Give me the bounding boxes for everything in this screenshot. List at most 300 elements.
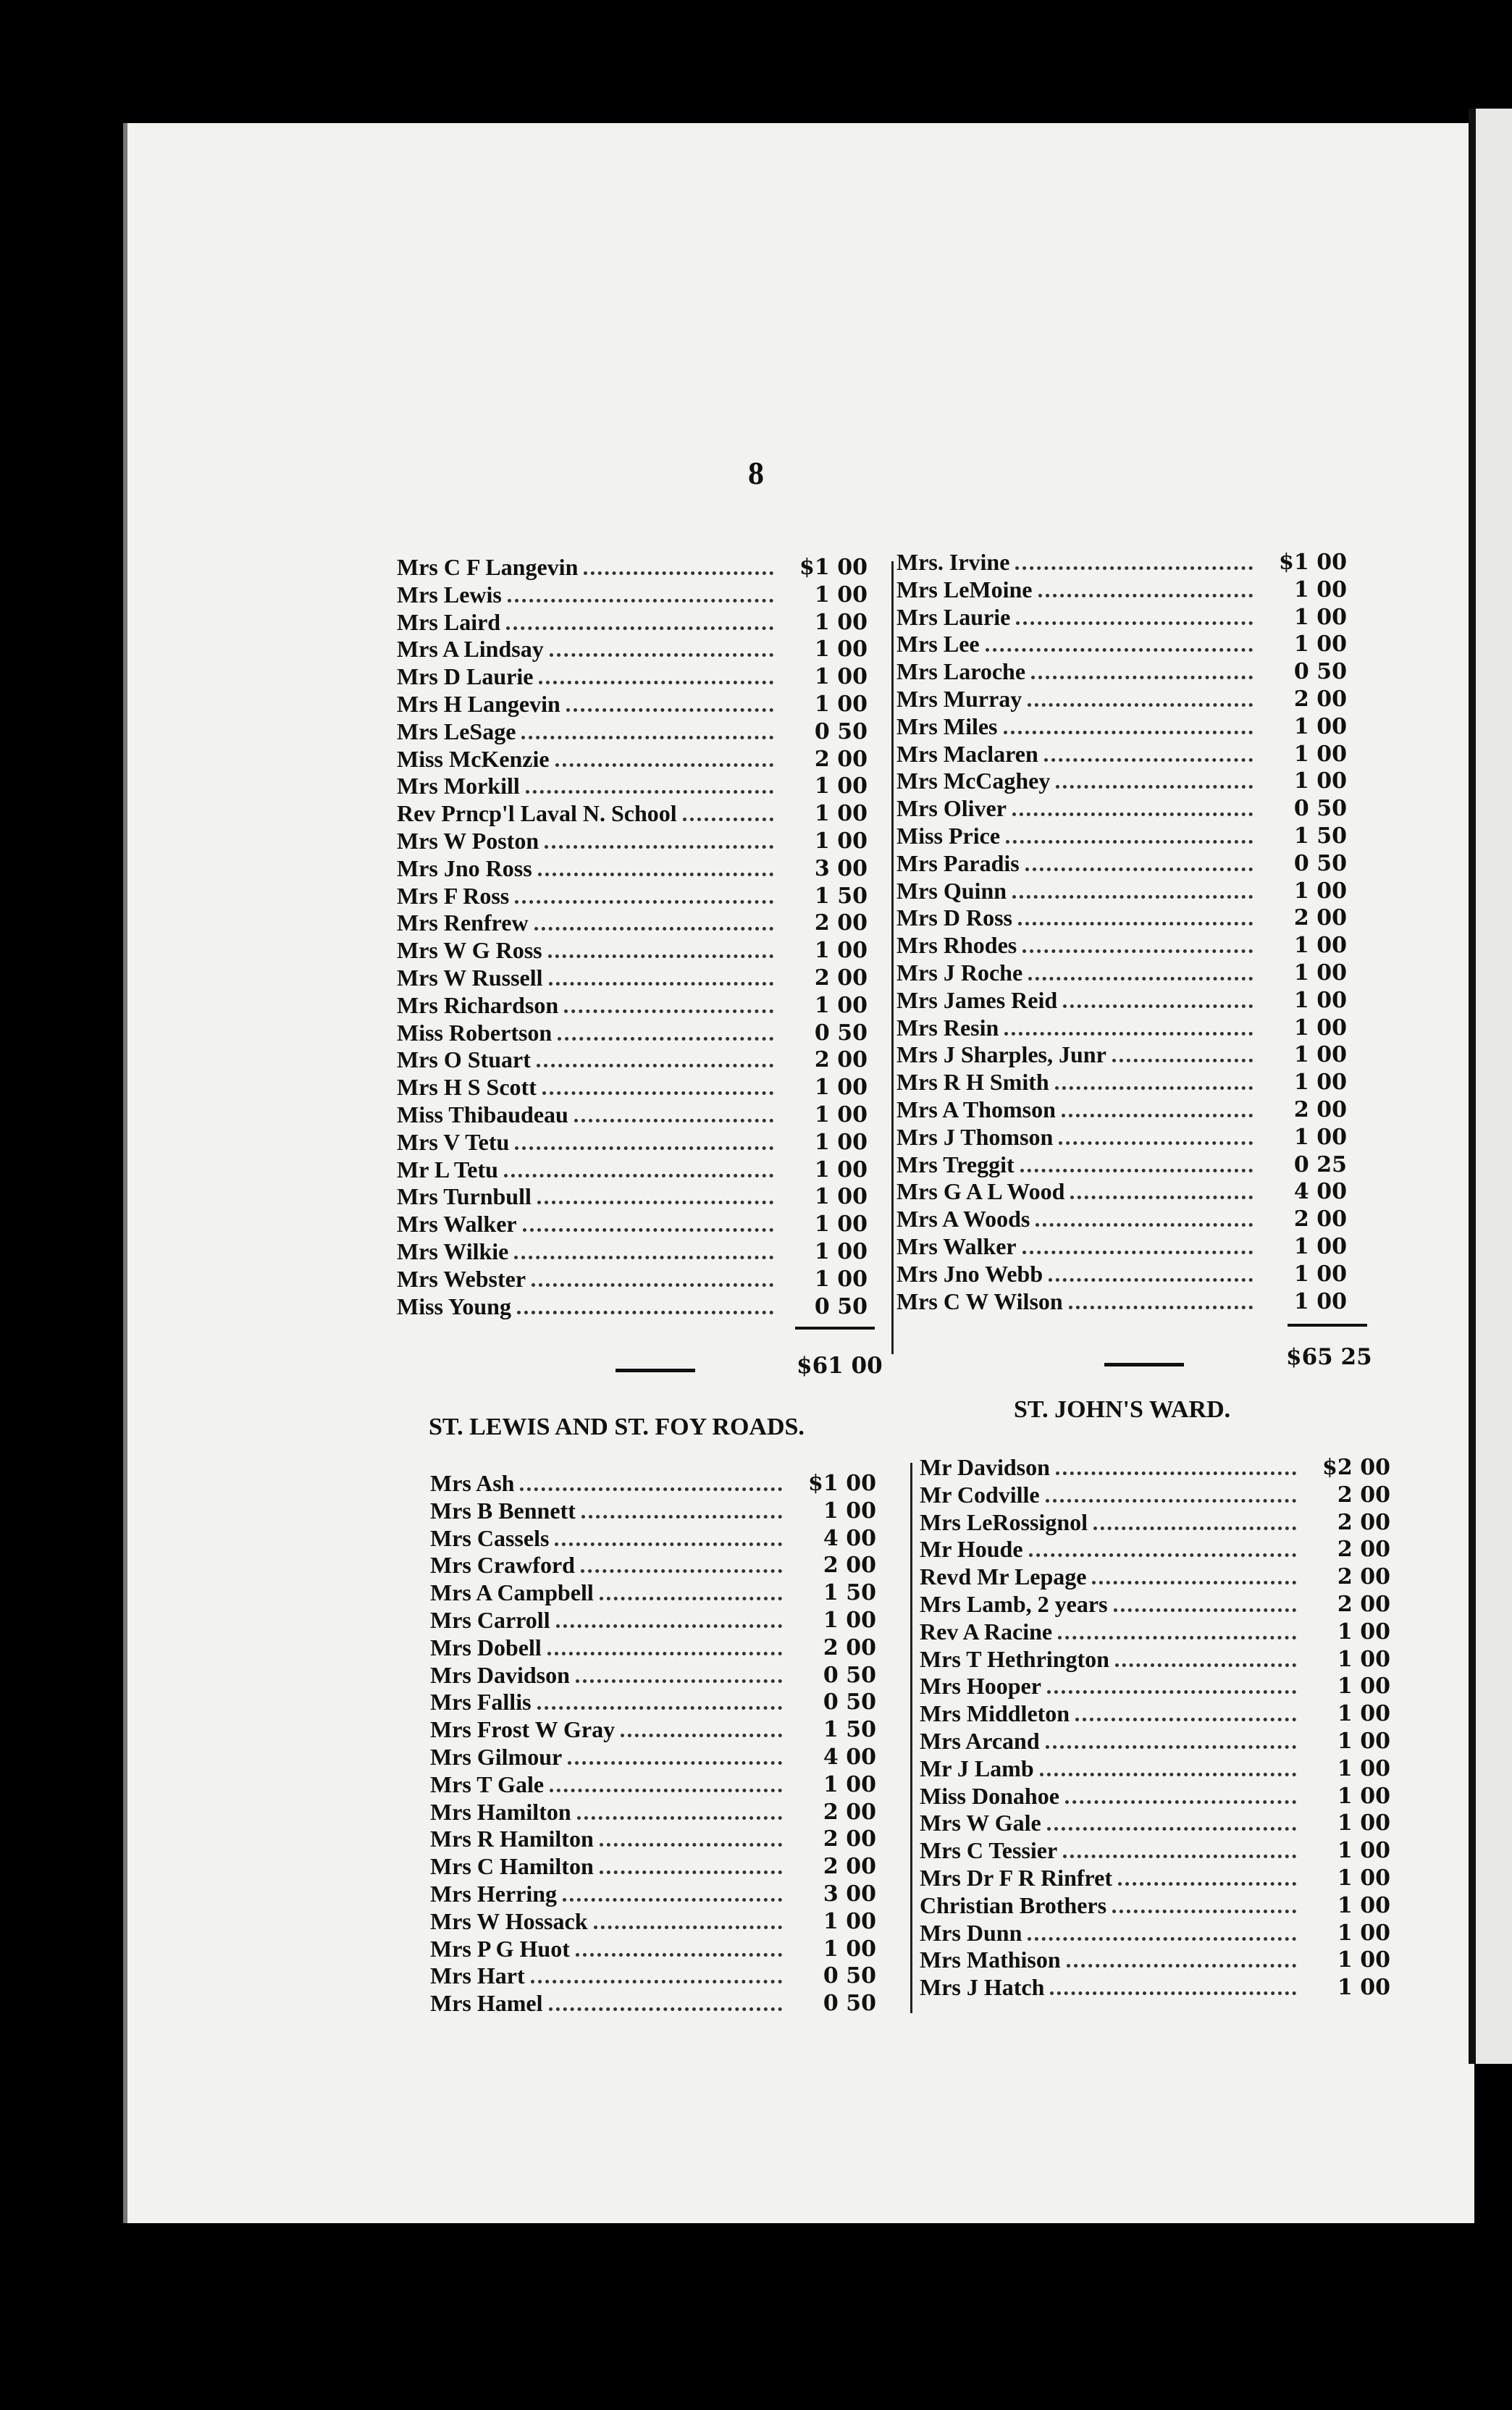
leader-dots (558, 1037, 773, 1041)
subscriber-name: Mrs Mathison (920, 1947, 1061, 1973)
list-item (896, 1288, 1347, 1316)
subscriber-name: Mrs Laird (397, 608, 501, 635)
leader-dots (537, 1201, 773, 1204)
subscriber-name: Mrs H Langevin (397, 690, 560, 717)
list-item (920, 1454, 1390, 1482)
list-item (896, 631, 1347, 658)
column-divider-bottom (910, 1463, 912, 2013)
subscription-amount: 1 00 (1337, 1947, 1390, 1973)
subscription-amount: 1 00 (814, 1184, 868, 1210)
subscriber-name: Mrs B Bennett (430, 1497, 576, 1524)
list-item (896, 1041, 1347, 1069)
list-item (397, 773, 868, 800)
subscription-amount: 2 00 (1293, 1096, 1347, 1122)
subscription-amount: 0 50 (823, 1662, 876, 1688)
subscriber-name: Miss Thibaudeau (397, 1101, 568, 1128)
subscriber-name: Mrs Turnbull (397, 1183, 532, 1210)
subscriber-name: Mrs Rhodes (896, 932, 1017, 959)
list-item (896, 987, 1347, 1015)
list-item (920, 1673, 1390, 1700)
list-item (430, 1498, 876, 1525)
list-item (896, 1069, 1347, 1096)
leader-dots (1029, 1553, 1296, 1557)
subscriber-name: Mrs Walker (397, 1211, 517, 1238)
subscriber-name: Mrs Hamel (430, 1990, 543, 2017)
leader-dots (584, 571, 773, 575)
subscriber-name: Mrs T Hethrington (920, 1645, 1109, 1672)
list-item (920, 1974, 1390, 2002)
subscription-amount: 0 50 (814, 1020, 868, 1046)
subscription-amount: 2 00 (1337, 1591, 1390, 1617)
leader-dots (1036, 1223, 1253, 1227)
next-page-edge (1469, 109, 1512, 2064)
list-item (896, 768, 1347, 795)
list-item (430, 1662, 876, 1689)
subscriber-name: Mrs J Sharples, Junr (896, 1041, 1106, 1068)
leader-dots (508, 599, 773, 602)
total-right: $65 25 (1286, 1344, 1372, 1370)
subscription-amount: $1 00 (1279, 550, 1347, 575)
subscriber-name: Mr Davidson (920, 1454, 1050, 1480)
subscriber-name: Mrs Renfrew (397, 910, 529, 936)
leader-dots (521, 736, 773, 739)
leader-dots (577, 1816, 782, 1820)
subscription-amount: $2 00 (1322, 1455, 1390, 1480)
list-item (920, 1591, 1390, 1618)
leader-dots (539, 681, 773, 684)
subscriber-name: Mrs Laurie (896, 603, 1011, 630)
subscriber-name: Mrs C Tessier (920, 1837, 1058, 1864)
page-number: 8 (748, 455, 764, 491)
subscriber-name: Mrs Lamb, 2 years (920, 1590, 1108, 1617)
list-item (430, 1579, 876, 1607)
subscriber-name: Mrs H S Scott (397, 1074, 537, 1101)
subscription-amount: 1 00 (1293, 713, 1347, 739)
leader-dots (1112, 1059, 1253, 1062)
subscriber-name: Mr Codville (920, 1481, 1040, 1508)
list-item (397, 1266, 868, 1293)
subscription-amount: 2 00 (1337, 1537, 1390, 1563)
subscriber-name: Rev Prncp'l Laval N. School (397, 800, 677, 827)
subscriber-name: Mrs Ash (430, 1470, 515, 1496)
subscription-amount: 1 00 (814, 691, 868, 717)
subscription-amount: 0 50 (1293, 850, 1347, 876)
subscriber-name: Mrs Webster (397, 1265, 526, 1292)
leader-dots (594, 1926, 782, 1929)
leader-dots (1075, 1718, 1296, 1721)
subscriber-name: Mrs Jno Webb (896, 1260, 1043, 1287)
list-item (920, 1755, 1390, 1783)
leader-dots (531, 1980, 782, 1983)
leader-dots (545, 845, 773, 849)
list-item (896, 713, 1347, 741)
leader-dots (549, 2007, 782, 2011)
subscriber-name: Mrs Arcand (920, 1727, 1040, 1754)
subscription-amount: 2 00 (823, 1634, 876, 1660)
leader-dots (555, 1542, 782, 1546)
subscriber-name: Mrs D Ross (896, 904, 1012, 931)
total-left: $61 00 (797, 1353, 883, 1379)
leader-dots (1004, 1032, 1253, 1036)
subscriber-name: Mrs Jno Ross (397, 855, 532, 881)
list-item (430, 1826, 876, 1853)
list-item (896, 1178, 1347, 1206)
subscription-amount: 2 00 (823, 1826, 876, 1852)
list-item (397, 1156, 868, 1184)
leader-dots (1046, 1499, 1296, 1503)
subscription-amount: 3 00 (814, 855, 868, 881)
leader-dots (1114, 1608, 1296, 1612)
leader-dots (1016, 621, 1253, 625)
subscriber-name: Mrs R H Smith (896, 1069, 1049, 1096)
list-item (397, 1238, 868, 1266)
subscription-amount: 1 00 (1337, 1755, 1390, 1781)
leader-dots (537, 1064, 773, 1067)
subscription-amount: 2 00 (1337, 1564, 1390, 1590)
leader-dots (1056, 1471, 1296, 1475)
list-item (896, 576, 1347, 604)
leader-dots (1022, 1251, 1253, 1254)
leader-dots (1065, 1800, 1296, 1804)
leader-dots (1047, 1827, 1296, 1831)
list-item (397, 992, 868, 1020)
leader-dots (549, 982, 773, 986)
list-item (397, 800, 868, 828)
subscriber-name: Christian Brothers (920, 1892, 1107, 1918)
list-item (397, 937, 868, 965)
leader-dots (538, 873, 773, 876)
list-item (430, 1799, 876, 1826)
list-item (896, 1261, 1347, 1288)
subscription-list-left-top (397, 554, 868, 1320)
subscriber-name: Mrs J Roche (896, 959, 1023, 986)
subscription-amount: 1 00 (1293, 1042, 1347, 1068)
leader-dots (621, 1734, 782, 1737)
subscription-amount: 1 00 (1293, 1261, 1347, 1287)
subscriber-name: Mr L Tetu (397, 1156, 498, 1183)
leader-dots (1058, 1636, 1296, 1639)
list-item (397, 1211, 868, 1238)
subscription-amount: 2 00 (814, 910, 868, 936)
list-item (397, 746, 868, 773)
leader-dots (1063, 1855, 1296, 1858)
subscriber-name: Mrs Crawford (430, 1552, 575, 1579)
subscription-amount: 1 00 (823, 1936, 876, 1962)
subscription-amount: 1 00 (1337, 1783, 1390, 1809)
subscription-amount: 2 00 (1293, 905, 1347, 931)
subscription-amount: 1 00 (1293, 1288, 1347, 1314)
leader-dots (576, 1679, 782, 1683)
subscription-amount: 1 00 (1337, 1646, 1390, 1672)
leader-dots (986, 648, 1253, 652)
leader-dots (1020, 1169, 1253, 1172)
list-item (896, 658, 1347, 686)
subscriber-name: Mrs Lee (896, 631, 980, 658)
subscriber-name: Mrs Middleton (920, 1700, 1070, 1727)
list-item (896, 1124, 1347, 1151)
subscription-amount: 1 00 (814, 664, 868, 690)
subscription-amount: 3 00 (823, 1881, 876, 1907)
subscription-amount: 1 00 (1293, 768, 1347, 794)
list-item (920, 1509, 1390, 1537)
leader-dots (1112, 1910, 1296, 1913)
leader-dots (550, 1789, 782, 1792)
subscription-amount: 1 00 (1293, 604, 1347, 630)
subscription-amount: 1 00 (1337, 1728, 1390, 1754)
subscription-amount: 1 00 (814, 1156, 868, 1183)
subscriber-name: Mrs Hart (430, 1962, 525, 1989)
list-item (397, 883, 868, 910)
list-item (397, 581, 868, 609)
leader-dots (1012, 813, 1253, 816)
subscription-amount: 1 00 (1337, 1838, 1390, 1864)
total-rule-left (795, 1327, 875, 1330)
list-item (920, 1646, 1390, 1674)
list-item (896, 1015, 1347, 1042)
subscription-amount: 1 00 (814, 1238, 868, 1264)
list-item (397, 828, 868, 855)
list-item (397, 1101, 868, 1129)
leader-dots (1046, 1745, 1296, 1749)
subscriber-name: Miss Robertson (397, 1019, 553, 1046)
leader-dots (1050, 1991, 1296, 1995)
list-item (896, 741, 1347, 768)
leader-dots (548, 954, 773, 958)
list-item (920, 1728, 1390, 1755)
list-item (397, 1020, 868, 1047)
subscriber-name: Mrs Frost W Gray (430, 1716, 616, 1743)
subscriber-name: Mrs Hamilton (430, 1798, 571, 1825)
subscription-amount: 1 50 (823, 1717, 876, 1743)
list-item (896, 1233, 1347, 1261)
leader-dots (1115, 1663, 1296, 1667)
subscription-amount: 0 50 (1293, 796, 1347, 822)
subscriber-name: Mrs D Laurie (397, 663, 534, 690)
subscriber-name: Miss Young (397, 1293, 511, 1319)
subscriber-name: Mrs LeRossignol (920, 1508, 1088, 1535)
leader-dots (600, 1843, 782, 1847)
subscription-amount: 0 25 (1293, 1151, 1347, 1177)
list-item (430, 1962, 876, 1990)
list-item (430, 1744, 876, 1771)
subscriber-name: Mrs R Hamilton (430, 1826, 594, 1852)
subscription-amount: 1 00 (1293, 960, 1347, 986)
subscriber-name: Mrs Quinn (896, 877, 1007, 904)
subscriber-name: Mrs Dunn (920, 1919, 1022, 1946)
subscriber-name: Mrs G A L Wood (896, 1178, 1065, 1205)
leader-dots (1056, 785, 1253, 789)
subscription-amount: 0 50 (814, 718, 868, 744)
list-item (397, 1074, 868, 1101)
subscriber-name: Mr J Lamb (920, 1755, 1034, 1781)
leader-dots (1031, 676, 1253, 679)
subscription-amount: 2 00 (1293, 686, 1347, 712)
subscription-amount: 1 00 (1293, 1124, 1347, 1150)
list-item (896, 795, 1347, 823)
subscription-amount: 1 00 (814, 828, 868, 854)
subscription-amount: 1 00 (1293, 1233, 1347, 1259)
subscription-amount: 1 00 (1293, 631, 1347, 658)
leader-dots (564, 1009, 773, 1013)
subscription-amount: 2 00 (814, 1047, 868, 1073)
subscription-amount: 1 00 (1337, 1701, 1390, 1727)
subscriber-name: Mrs LeMoine (896, 576, 1033, 602)
subscription-amount: 1 00 (1293, 576, 1347, 602)
subscription-amount: 1 00 (823, 1771, 876, 1797)
leader-dots (520, 1487, 782, 1491)
subscriber-name: Mrs LeSage (397, 718, 516, 744)
list-item (896, 686, 1347, 713)
subscription-amount: 0 50 (1293, 659, 1347, 685)
subscriber-name: Mrs A Lindsay (397, 636, 544, 663)
list-item (920, 1563, 1390, 1591)
subscription-amount: 1 00 (1337, 1674, 1390, 1700)
subscription-amount: 1 00 (823, 1607, 876, 1633)
subscription-amount: 1 00 (814, 637, 868, 663)
subscription-amount: 1 00 (1293, 1015, 1347, 1041)
subscription-amount: 1 00 (814, 992, 868, 1018)
subscription-amount: 1 00 (1293, 1070, 1347, 1096)
subscription-amount: 1 50 (814, 883, 868, 909)
list-item (920, 1947, 1390, 1974)
subscription-amount: 2 00 (814, 746, 868, 772)
list-item (920, 1810, 1390, 1837)
separator-dash-left (616, 1369, 695, 1372)
subscription-amount: 0 50 (823, 1689, 876, 1716)
subscriber-name: Mrs A Thomson (896, 1096, 1056, 1122)
list-item (397, 663, 868, 691)
leader-dots (1062, 1114, 1253, 1117)
subscriber-name: Mrs A Campbell (430, 1579, 594, 1606)
subscription-amount: 1 00 (1293, 741, 1347, 767)
subscriber-name: Mrs W Hossack (430, 1907, 588, 1934)
subscription-amount: 2 00 (823, 1854, 876, 1880)
leader-dots (523, 1228, 773, 1232)
subscription-list-right-bottom (920, 1454, 1390, 2002)
subscriber-name: Mrs W G Ross (397, 937, 542, 964)
subscriber-name: Mrs Hooper (920, 1673, 1041, 1700)
subscription-amount: 1 00 (1337, 1975, 1390, 2001)
leader-dots (1047, 1690, 1296, 1694)
subscriber-name: Revd Mr Lepage (920, 1563, 1087, 1590)
leader-dots (600, 1597, 782, 1600)
subscriber-name: Rev A Racine (920, 1618, 1053, 1645)
subscriber-name: Mrs Treggit (896, 1151, 1015, 1177)
subscription-amount: $1 00 (799, 555, 868, 580)
list-item (920, 1618, 1390, 1646)
subscriber-name: Mr Houde (920, 1536, 1023, 1563)
subscription-amount: 1 00 (1337, 1865, 1390, 1891)
subscription-amount: 4 00 (823, 1525, 876, 1551)
subscriber-name: Mrs Walker (896, 1233, 1017, 1259)
subscriber-name: Mrs Cassels (430, 1524, 550, 1551)
list-item (920, 1920, 1390, 1947)
list-item (896, 960, 1347, 987)
leader-dots (556, 1624, 782, 1628)
column-divider-top (891, 561, 894, 1354)
leader-dots (547, 1652, 782, 1655)
subscriber-name: Mrs C Hamilton (430, 1853, 594, 1880)
subscription-amount: 1 00 (814, 773, 868, 799)
subscriber-name: Mrs Lewis (397, 581, 502, 608)
leader-dots (506, 626, 773, 630)
subscription-amount: 1 00 (1293, 987, 1347, 1013)
leader-dots (1028, 977, 1253, 981)
list-item (397, 855, 868, 883)
subscriber-name: Mrs F Ross (397, 882, 510, 909)
subscription-amount: $1 00 (808, 1471, 876, 1496)
list-item (397, 910, 868, 937)
list-item (920, 1892, 1390, 1920)
list-item (430, 1881, 876, 1908)
subscription-list-right-top (896, 549, 1347, 1315)
subscription-amount: 1 00 (1293, 878, 1347, 904)
subscription-amount: 1 00 (1337, 1618, 1390, 1645)
leader-dots (1018, 922, 1253, 925)
list-item (896, 549, 1347, 576)
subscriber-name: Miss Donahoe (920, 1782, 1059, 1809)
leader-dots (542, 1091, 773, 1095)
list-item (397, 691, 868, 718)
leader-dots (1025, 868, 1253, 871)
leader-dots (515, 1146, 773, 1150)
subscription-amount: 1 00 (814, 581, 868, 608)
leader-dots (1070, 1196, 1253, 1199)
list-item (430, 1525, 876, 1553)
list-item (430, 1634, 876, 1662)
subscriber-name: Mrs T Gale (430, 1771, 545, 1797)
list-item (430, 1607, 876, 1634)
leader-dots (1028, 1937, 1296, 1941)
subscriber-name: Miss Price (896, 822, 1001, 849)
subscriber-name: Mrs McCaghey (896, 768, 1051, 794)
leader-dots (581, 1515, 782, 1519)
subscriber-name: Mrs Carroll (430, 1606, 550, 1633)
heading-st-johns-ward: ST. JOHN'S WARD. (1014, 1396, 1231, 1423)
subscriber-name: Mrs. Irvine (896, 549, 1010, 575)
list-item (397, 636, 868, 663)
subscriber-name: Mrs Dobell (430, 1634, 542, 1660)
subscriber-name: Mrs C W Wilson (896, 1288, 1063, 1314)
list-item (896, 878, 1347, 905)
subscription-amount: 1 00 (1293, 933, 1347, 959)
leader-dots (517, 1311, 773, 1314)
list-item (397, 1046, 868, 1074)
subscriber-name: Mrs J Thomson (896, 1123, 1054, 1150)
list-item (896, 1096, 1347, 1124)
subscriber-name: Mrs W Russell (397, 964, 543, 991)
list-item (430, 1771, 876, 1799)
list-item (920, 1700, 1390, 1728)
list-item (430, 1689, 876, 1716)
list-item (430, 1470, 876, 1498)
list-item (430, 1990, 876, 2018)
separator-dash-right (1104, 1363, 1184, 1366)
list-item (397, 965, 868, 992)
leader-dots (1044, 758, 1253, 762)
subscription-amount: 0 50 (823, 1991, 876, 2017)
leader-dots (1022, 949, 1253, 953)
list-item (896, 850, 1347, 878)
subscription-amount: 2 00 (823, 1799, 876, 1825)
list-item (896, 1206, 1347, 1233)
list-item (397, 609, 868, 637)
list-item (920, 1536, 1390, 1563)
subscriber-name: Mrs V Tetu (397, 1128, 510, 1155)
leader-dots (555, 763, 773, 767)
subscriber-name: Mrs A Woods (896, 1206, 1030, 1233)
leader-dots (1055, 1086, 1253, 1090)
